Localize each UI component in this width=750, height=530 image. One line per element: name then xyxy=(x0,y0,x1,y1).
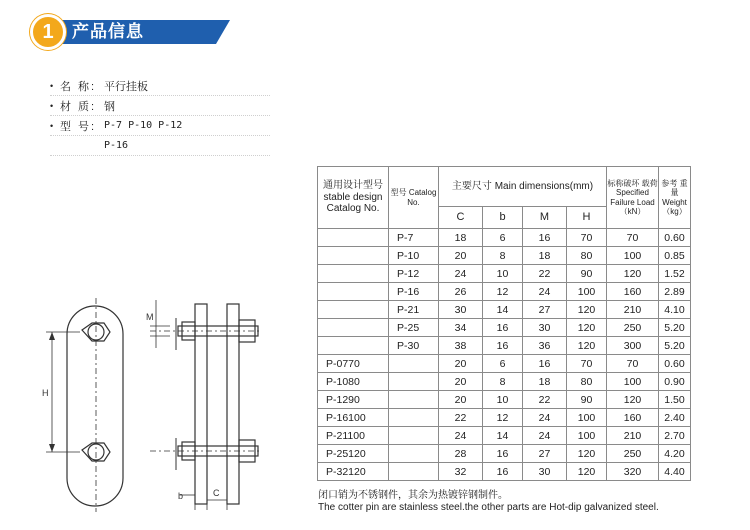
table-cell-design xyxy=(318,301,389,319)
table-cell-m: 18 xyxy=(523,247,567,265)
table-cell-b: 16 xyxy=(483,463,523,481)
table-cell-m: 36 xyxy=(523,337,567,355)
info-row-material xyxy=(50,96,270,116)
table-cell-m: 22 xyxy=(523,265,567,283)
table-cell-c: 26 xyxy=(439,283,483,301)
table-cell-load: 300 xyxy=(607,337,659,355)
table-cell-load: 250 xyxy=(607,445,659,463)
table-cell-m: 22 xyxy=(523,391,567,409)
table-cell-m: 30 xyxy=(523,319,567,337)
table-cell-load: 120 xyxy=(607,391,659,409)
note-chinese: 闭口销为不锈钢件，其余为热镀锌钢制件。 xyxy=(318,490,508,501)
table-cell-m: 30 xyxy=(523,463,567,481)
table-cell-catalog xyxy=(389,373,439,391)
info-label: 名 称: xyxy=(60,80,97,93)
header-failure-load: 标称破坏 载荷 Specified Failure Load （kN） xyxy=(607,167,659,229)
table-row xyxy=(318,373,691,391)
table-cell-design: P-1080 xyxy=(318,373,389,391)
info-label: 材 质: xyxy=(60,100,97,113)
header-dim-b: b xyxy=(483,207,523,229)
table-cell-b: 10 xyxy=(483,265,523,283)
header-dim-h: H xyxy=(567,207,607,229)
table-cell-b: 16 xyxy=(483,337,523,355)
table-cell-weight: 4.40 xyxy=(659,463,691,481)
table-cell-weight: 0.60 xyxy=(659,229,691,247)
table-row xyxy=(318,445,691,463)
table-cell-c: 34 xyxy=(439,319,483,337)
table-cell-load: 70 xyxy=(607,355,659,373)
section-title: 产品信息 xyxy=(72,22,144,41)
product-info-list xyxy=(50,76,270,156)
table-cell-design: P-16100 xyxy=(318,409,389,427)
table-cell-h: 70 xyxy=(567,355,607,373)
header-main-dimensions: 主要尺寸 Main dimensions(mm) xyxy=(439,167,607,207)
table-cell-m: 24 xyxy=(523,409,567,427)
table-cell-c: 24 xyxy=(439,265,483,283)
table-row xyxy=(318,427,691,445)
table-cell-h: 90 xyxy=(567,391,607,409)
table-cell-weight: 0.85 xyxy=(659,247,691,265)
plate-side-left xyxy=(195,304,207,504)
technical-drawing xyxy=(0,290,300,515)
info-row-model xyxy=(50,116,270,136)
table-cell-b: 12 xyxy=(483,409,523,427)
section-banner xyxy=(30,14,230,48)
table-cell-h: 70 xyxy=(567,229,607,247)
section-number-badge: 1 xyxy=(30,14,66,50)
table-cell-load: 100 xyxy=(607,373,659,391)
table-row xyxy=(318,301,691,319)
dimension-label-c: C xyxy=(213,488,220,498)
table-cell-weight: 2.70 xyxy=(659,427,691,445)
dimension-label-b: b xyxy=(178,491,184,501)
table-cell-load: 100 xyxy=(607,247,659,265)
table-cell-catalog xyxy=(389,409,439,427)
bolt-head-top xyxy=(82,323,110,341)
header-dim-c: C xyxy=(439,207,483,229)
table-row xyxy=(318,355,691,373)
table-row xyxy=(318,391,691,409)
table-cell-b: 14 xyxy=(483,301,523,319)
info-label: 型 号: xyxy=(60,120,97,133)
table-cell-b: 16 xyxy=(483,319,523,337)
table-cell-b: 12 xyxy=(483,283,523,301)
table-cell-weight: 2.40 xyxy=(659,409,691,427)
header-weight: 参考 重量 Weight （kg） xyxy=(659,167,691,229)
table-cell-load: 210 xyxy=(607,301,659,319)
table-cell-design: P-0770 xyxy=(318,355,389,373)
info-row-name xyxy=(50,76,270,96)
spec-table xyxy=(317,166,691,481)
table-cell-m: 24 xyxy=(523,283,567,301)
plate-front-view xyxy=(67,306,123,506)
table-cell-load: 210 xyxy=(607,427,659,445)
table-cell-design xyxy=(318,283,389,301)
table-cell-design xyxy=(318,247,389,265)
table-cell-design: P-32120 xyxy=(318,463,389,481)
table-cell-c: 30 xyxy=(439,301,483,319)
table-cell-catalog: P-7 xyxy=(389,229,439,247)
table-cell-weight: 4.10 xyxy=(659,301,691,319)
bullet-icon: • xyxy=(50,100,54,111)
table-cell-c: 32 xyxy=(439,463,483,481)
plate-side-right xyxy=(227,304,239,504)
table-cell-h: 120 xyxy=(567,319,607,337)
table-cell-weight: 0.60 xyxy=(659,355,691,373)
table-cell-catalog xyxy=(389,463,439,481)
table-cell-c: 24 xyxy=(439,427,483,445)
table-cell-load: 320 xyxy=(607,463,659,481)
table-cell-m: 18 xyxy=(523,373,567,391)
table-cell-h: 120 xyxy=(567,463,607,481)
table-cell-load: 120 xyxy=(607,265,659,283)
table-cell-b: 8 xyxy=(483,373,523,391)
table-cell-m: 27 xyxy=(523,301,567,319)
table-cell-load: 160 xyxy=(607,283,659,301)
bullet-icon: • xyxy=(50,80,54,91)
table-cell-c: 22 xyxy=(439,409,483,427)
table-cell-weight: 1.52 xyxy=(659,265,691,283)
info-value: 平行挂板 xyxy=(104,80,148,93)
header-catalog-no: 型号 Catalog No. xyxy=(389,167,439,229)
table-cell-weight: 5.20 xyxy=(659,319,691,337)
table-cell-h: 80 xyxy=(567,247,607,265)
table-cell-b: 16 xyxy=(483,445,523,463)
table-cell-h: 100 xyxy=(567,283,607,301)
header-design-no: 通用设计型号 stable design Catalog No. xyxy=(318,167,389,229)
table-cell-m: 16 xyxy=(523,355,567,373)
header-dim-m: M xyxy=(523,207,567,229)
table-cell-catalog: P-30 xyxy=(389,337,439,355)
table-cell-h: 100 xyxy=(567,409,607,427)
table-cell-weight: 1.50 xyxy=(659,391,691,409)
table-cell-design xyxy=(318,229,389,247)
table-row xyxy=(318,319,691,337)
table-cell-b: 10 xyxy=(483,391,523,409)
table-cell-c: 20 xyxy=(439,373,483,391)
table-cell-catalog xyxy=(389,391,439,409)
note-english: The cotter pin are stainless steel.the other parts are Hot-dip galvanized steel. xyxy=(318,502,659,513)
table-cell-design xyxy=(318,337,389,355)
table-row xyxy=(318,247,691,265)
table-cell-h: 120 xyxy=(567,337,607,355)
table-cell-weight: 4.20 xyxy=(659,445,691,463)
table-cell-c: 20 xyxy=(439,355,483,373)
table-cell-h: 120 xyxy=(567,301,607,319)
table-row xyxy=(318,409,691,427)
table-cell-catalog: P-16 xyxy=(389,283,439,301)
table-cell-design: P-1290 xyxy=(318,391,389,409)
table-row xyxy=(318,463,691,481)
table-cell-weight: 0.90 xyxy=(659,373,691,391)
table-cell-c: 28 xyxy=(439,445,483,463)
table-cell-c: 38 xyxy=(439,337,483,355)
table-cell-h: 90 xyxy=(567,265,607,283)
table-cell-load: 160 xyxy=(607,409,659,427)
table-cell-catalog xyxy=(389,427,439,445)
table-cell-b: 8 xyxy=(483,247,523,265)
table-cell-design: P-25120 xyxy=(318,445,389,463)
table-row xyxy=(318,337,691,355)
info-value: P-7 P-10 P-12 xyxy=(104,120,183,131)
table-cell-design xyxy=(318,319,389,337)
table-cell-m: 16 xyxy=(523,229,567,247)
dimension-label-m: M xyxy=(146,312,154,322)
info-value: P-16 xyxy=(104,140,129,151)
table-cell-weight: 2.89 xyxy=(659,283,691,301)
table-cell-h: 100 xyxy=(567,427,607,445)
table-cell-b: 6 xyxy=(483,229,523,247)
table-cell-m: 27 xyxy=(523,445,567,463)
table-cell-catalog: P-25 xyxy=(389,319,439,337)
table-cell-catalog: P-21 xyxy=(389,301,439,319)
table-cell-h: 80 xyxy=(567,373,607,391)
info-row-model-continued xyxy=(50,136,270,156)
table-cell-catalog: P-12 xyxy=(389,265,439,283)
table-row xyxy=(318,229,691,247)
table-row xyxy=(318,283,691,301)
table-cell-b: 14 xyxy=(483,427,523,445)
table-cell-h: 120 xyxy=(567,445,607,463)
table-cell-weight: 5.20 xyxy=(659,337,691,355)
table-cell-c: 18 xyxy=(439,229,483,247)
table-cell-design: P-21100 xyxy=(318,427,389,445)
table-cell-c: 20 xyxy=(439,247,483,265)
spec-table-body xyxy=(318,229,691,481)
bullet-icon: • xyxy=(50,120,54,131)
banner-tip xyxy=(216,20,230,44)
table-cell-catalog xyxy=(389,445,439,463)
table-cell-m: 24 xyxy=(523,427,567,445)
table-cell-design xyxy=(318,265,389,283)
table-cell-load: 70 xyxy=(607,229,659,247)
table-cell-catalog xyxy=(389,355,439,373)
table-cell-b: 6 xyxy=(483,355,523,373)
table-cell-c: 20 xyxy=(439,391,483,409)
table-cell-load: 250 xyxy=(607,319,659,337)
table-row xyxy=(318,265,691,283)
table-cell-catalog: P-10 xyxy=(389,247,439,265)
info-value: 钢 xyxy=(104,100,115,113)
dimension-label-h: H xyxy=(42,388,49,398)
